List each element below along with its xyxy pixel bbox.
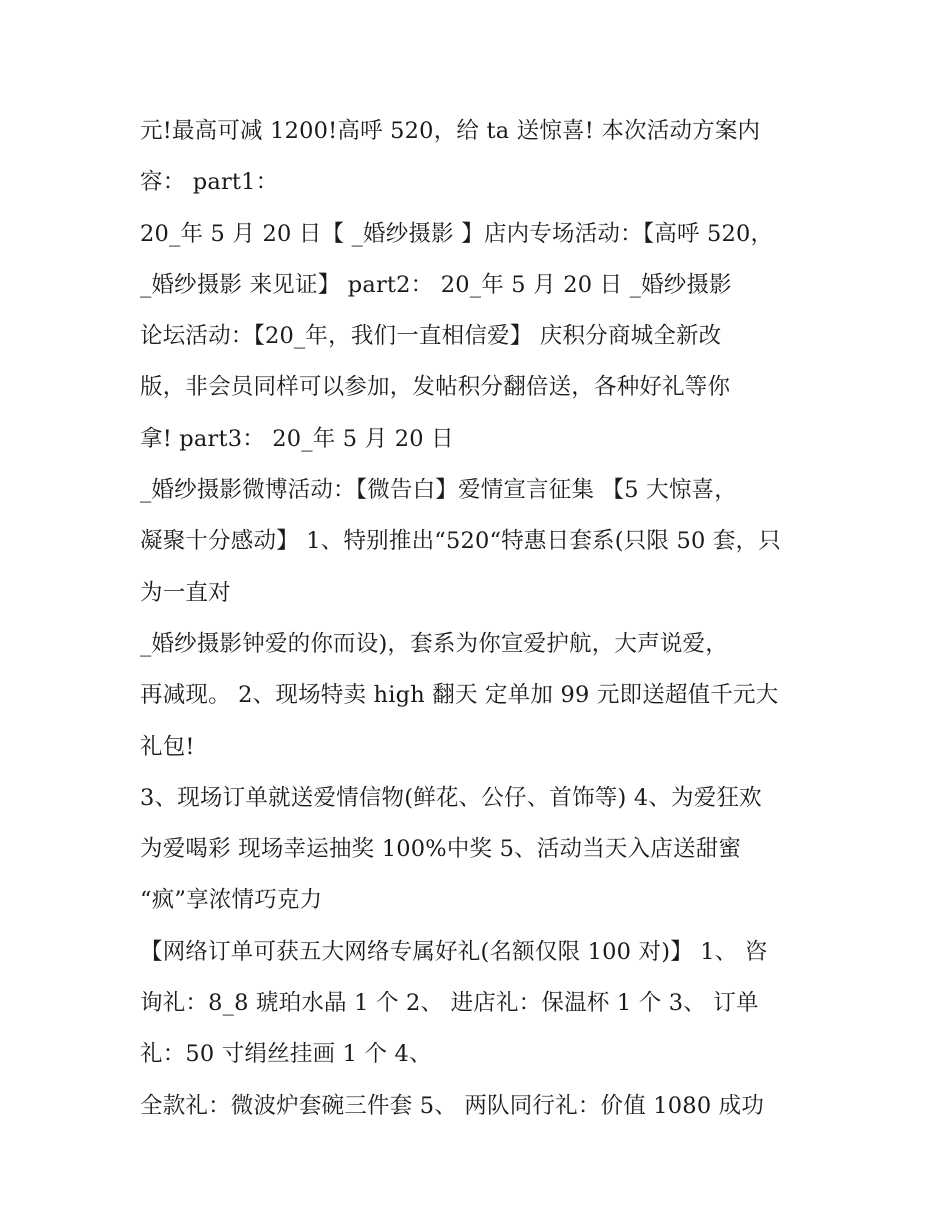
text-line-6: 版，非会员同样可以参加，发帖积分翻倍送，各种好礼等你 (140, 374, 731, 401)
document-body (140, 106, 840, 1132)
text-line-17: 【网络订单可获五大网络专属好礼(名额仅限 100 对)】 1、 咨 (140, 938, 768, 965)
text-line-11: _婚纱摄影钟爱的你而设)，套系为你宣爱护航，大声说爱， (140, 630, 728, 657)
text-line-18: 询礼：8_8 琥珀水晶 1 个 2、 进店礼：保温杯 1 个 3、 订单 (140, 990, 759, 1017)
text-line-7: 拿! part3： 20_年 5 月 20 日 (140, 425, 454, 452)
text-line-15: 为爱喝彩 现场幸运抽奖 100%中奖 5、活动当天入店送甜蜜 (140, 836, 742, 863)
text-line-16: “疯”享浓情巧克力 (140, 887, 323, 914)
text-line-4: _婚纱摄影 来见证】 part2： 20_年 5 月 20 日 _婚纱摄影 (140, 271, 732, 298)
text-line-2: 容： part1： (140, 169, 279, 196)
text-line-14: 3、现场订单就送爱情信物(鲜花、公仔、首饰等) 4、为爱狂欢 (140, 784, 762, 811)
text-line-13: 礼包! (140, 733, 195, 760)
text-line-20: 全款礼：微波炉套碗三件套 5、 两队同行礼：价值 1080 成功 (140, 1092, 765, 1119)
text-line-3: 20_年 5 月 20 日【 _婚纱摄影 】店内专场活动：【高呼 520， (140, 220, 774, 247)
text-line-10: 为一直对 (140, 579, 231, 606)
text-line-12: 再减现。 2、现场特卖 high 翻天 定单加 99 元即送超值千元大 (140, 682, 779, 709)
text-line-19: 礼：50 寸绢丝挂画 1 个 4、 (140, 1041, 432, 1068)
text-line-1: 元!最高可减 1200!高呼 520，给 ta 送惊喜! 本次活动方案内 (140, 118, 761, 144)
text-line-5: 论坛活动：【20_年，我们一直相信爱】 庆积分商城全新改 (140, 323, 722, 350)
text-line-9: 凝聚十分感动】 1、特别推出“520“特惠日套系(只限 50 套，只 (140, 528, 781, 555)
text-line-8: _婚纱摄影微博活动：【微告白】爱情宣言征集 【5 大惊喜， (140, 477, 737, 504)
